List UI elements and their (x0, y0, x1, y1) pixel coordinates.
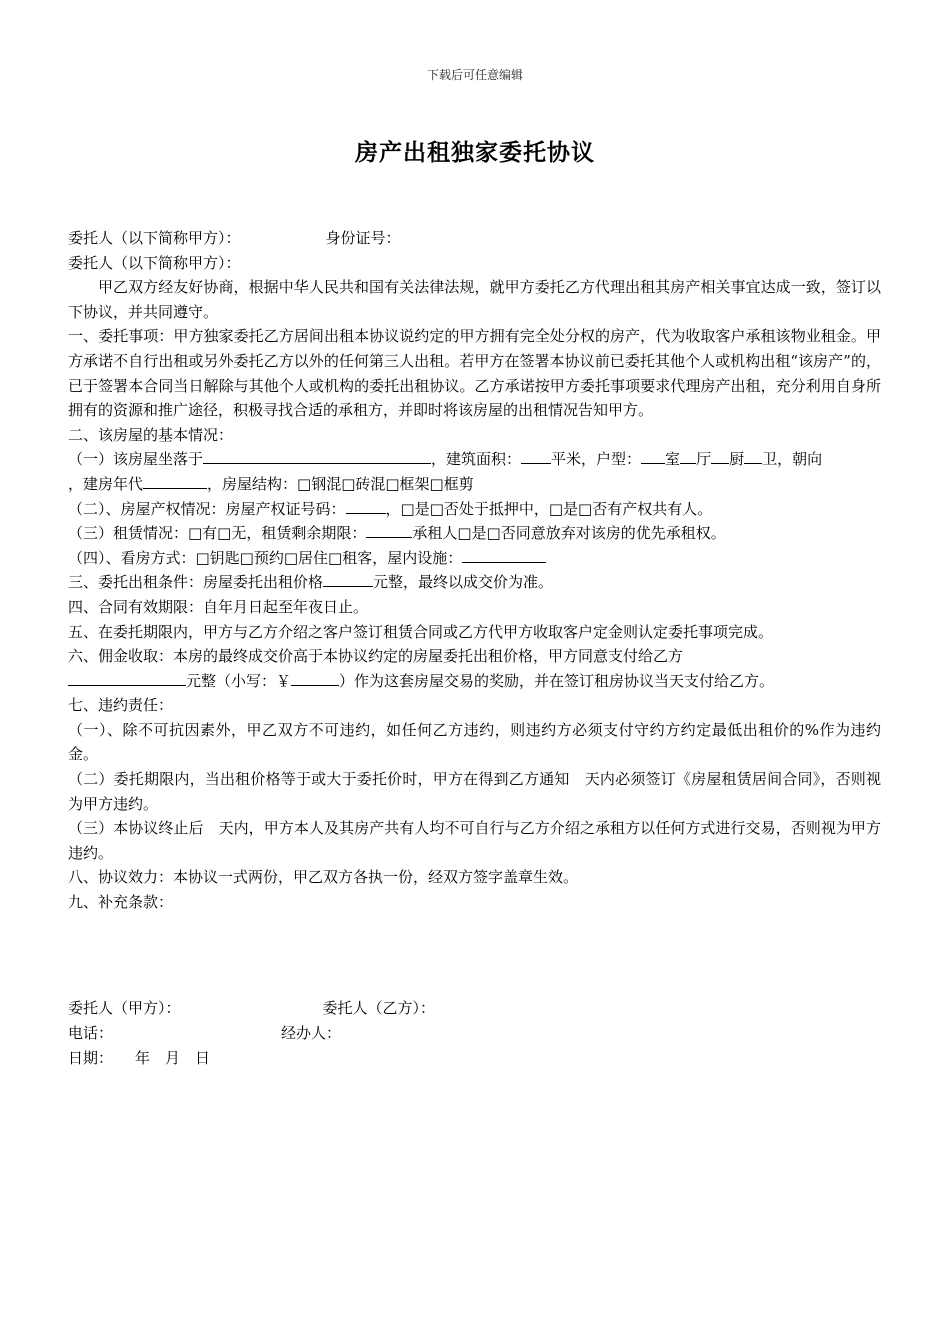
date-value: 年 月 日 (135, 1049, 211, 1067)
party-a-signature-label: 委托人（甲方）： (68, 999, 181, 1017)
commission-suffix: ）作为这套房屋交易的奖励，并在签订租房协议当天支付给乙方。 (339, 671, 775, 690)
location-blank (203, 448, 431, 464)
build-year-blank (143, 473, 207, 489)
document-title: 房产出租独家委托协议 (355, 139, 595, 166)
room-label: 室 (665, 450, 681, 469)
party-a-line (68, 226, 881, 251)
section-2-heading: 二、该房屋的基本情况： (68, 425, 234, 444)
phone-label: 电话： (68, 1024, 114, 1042)
area-label: ，建筑面积： (431, 450, 522, 469)
deed-number-label: （二）、房屋产权情况：房屋产权证号码： (68, 499, 346, 518)
section-4: 四、合同有效期限：自年月日起至年夜日止。 (68, 597, 369, 616)
section-5: 五、在委托期限内，甲方与乙方介绍之客户签订租赁合同或乙方代甲方收取客户定金则认定委托事项完成。 (68, 622, 774, 641)
section-9: 九、补充条款： (68, 893, 174, 912)
section-7-item-2: （二）委托期限内，当出租价格等于或大于委托价时，甲方在得到乙方通知 天内必须签订《房屋租赁居间合同》，否则视为甲方违约。 (68, 770, 881, 813)
price-label: 三、委托出租条件：房屋委托出租价格 (68, 573, 324, 592)
signature-row-3 (68, 1047, 210, 1068)
kitchen-label: 厨 (729, 450, 745, 469)
intro-paragraph: 甲乙双方经友好协商，根据中华人民共和国有关法律法规，就甲方委托乙方代理出租其房产相关事宜达成一致，签订以下协议，并共同遵守。 (68, 278, 881, 321)
bath-orientation-label: 卫，朝向 (762, 450, 823, 469)
section-2-item-1-line-2 (68, 472, 881, 497)
section-6-line-2 (68, 669, 881, 694)
layout-label: 平米，户型： (551, 450, 642, 469)
price-suffix: 元整，最终以成交价为准。 (373, 573, 554, 592)
section-2-item-2 (68, 497, 881, 522)
party-b-line: 委托人（以下简称甲方）： (68, 253, 241, 272)
structure-options: ，房屋结构：□钢混□砖混□框架□框剪 (207, 474, 474, 493)
signature-row-1 (68, 997, 435, 1018)
facilities-blank (462, 547, 546, 563)
lease-term-blank (366, 522, 412, 538)
header-note: 下载后可任意编辑 (426, 68, 523, 82)
tenant-priority-options: 承租人□是□否同意放弃对该房的优先承租权。 (412, 524, 726, 543)
agent-label: 经办人： (281, 1024, 342, 1042)
mortgage-options: ，□是□否处于抵押中，□是□否有产权共有人。 (385, 499, 713, 518)
section-1-paragraph: 一、委托事项：甲方独家委托乙方居间出租本协议说约定的甲方拥有完全处分权的房产，代为收取客户承租该物业租金。甲方承诺不自行出租或另外委托乙方以外的任何第三人出租。若甲方在签署本协议前已委托其他个人或机构出租“该房产”的，已于签署本合同当日解除与其他个人或机构的委托出租协议。乙方承诺按甲方委托事项要求代理房产出租，充分利用自身所拥有的资源和推广途径，积极寻找合适的承租方，并即时将该房屋的出租情况告知甲方。 (68, 327, 881, 420)
commission-figure-blank (291, 670, 339, 686)
id-number-label: 身份证号： (325, 229, 401, 247)
rooms-blank (641, 448, 665, 464)
commission-amount-label: 元整（小写：￥ (186, 671, 292, 690)
section-6-line-1: 六、佣金收取：本房的最终成交价高于本协议约定的房屋委托出租价格，甲方同意支付给乙方 (68, 647, 684, 666)
client-a-label: 委托人（以下简称甲方）： (68, 229, 241, 247)
section-2-item-3 (68, 521, 881, 546)
viewing-method-label: （四）、看房方式：□钥匙□预约□居住□租客，屋内设施： (68, 548, 463, 567)
kitchens-blank (711, 448, 729, 464)
section-2-item-4 (68, 546, 881, 571)
section-2-item-1-line-1 (68, 447, 881, 472)
build-year-label: ，建房年代 (68, 474, 144, 493)
baths-blank (744, 448, 762, 464)
price-blank (323, 571, 373, 587)
section-8: 八、协议效力：本协议一式两份，甲乙双方各执一份，经双方签字盖章生效。 (68, 868, 579, 887)
halls-blank (680, 448, 696, 464)
deed-number-blank (346, 498, 386, 514)
date-label: 日期： (68, 1049, 114, 1067)
section-7-heading: 七、违约责任： (68, 696, 174, 715)
section-3 (68, 570, 881, 595)
commission-blank (68, 670, 186, 686)
agreement-body (68, 226, 881, 915)
section-7-item-1: （一）、除不可抗因素外，甲乙双方不可违约，如任何乙方违约，则违约方必须支付守约方约定最低出租价的%作为违约金。 (68, 720, 881, 764)
location-label: （一）该房屋坐落于 (68, 450, 204, 469)
section-7-item-3: （三）本协议终止后 天内，甲方本人及其房产共有人均不可自行与乙方介绍之承租方以任何方式进行交易，否则视为甲方违约。 (68, 819, 881, 862)
party-b-signature-label: 委托人（乙方）： (322, 999, 436, 1017)
signature-row-2 (68, 1022, 341, 1043)
area-blank (521, 448, 551, 464)
lease-status-label: （三）租赁情况：□有□无，租赁剩余期限： (68, 524, 367, 543)
hall-label: 厅 (696, 450, 712, 469)
